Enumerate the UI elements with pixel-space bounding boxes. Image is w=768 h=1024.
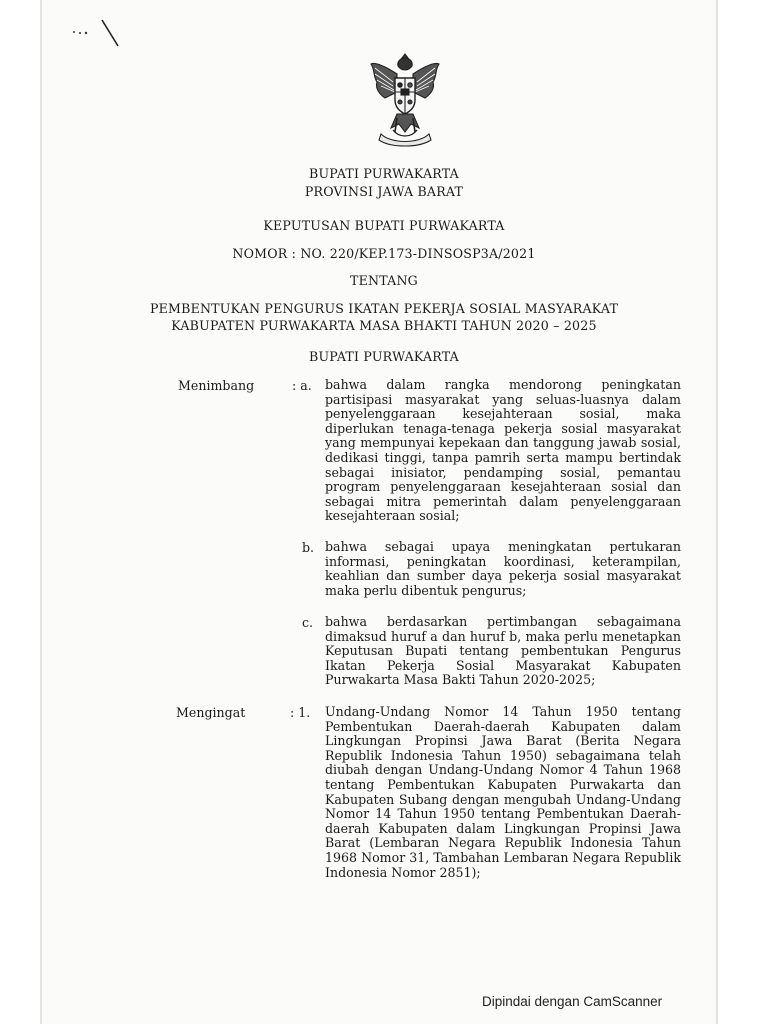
pen-mark-icon — [100, 18, 124, 52]
menimbang-item-c: bahwa berdasarkan pertimbangan sebagaimana dimaksud huruf a dan huruf b, maka perlu menetapkan Keputusan Bupati tentang pembentukan Pengurus Ikatan Pekerja Sosial Masyarakat Kabupaten Purwakarta Masa Bakti Tahun 2020-2025; — [325, 614, 681, 688]
scan-edge-right — [716, 0, 718, 1024]
decree-subject-line-2: KABUPATEN PURWAKARTA MASA BHAKTI TAHUN 2020 – 2025 — [171, 318, 597, 333]
decree-subject-line-1: PEMBENTUKAN PENGURUS IKATAN PEKERJA SOSIAL MASYARAKAT — [149, 301, 619, 316]
header-line-2: PROVINSI JAWA BARAT — [304, 184, 464, 199]
pen-dots-icon — [70, 28, 100, 38]
menimbang-marker-c: c. — [302, 615, 314, 630]
scanner-watermark: Dipindai dengan CamScanner — [482, 994, 663, 1009]
mengingat-item-1: Undang-Undang Nomor 14 Tahun 1950 tentang Pembentukan Daerah-daerah Kabupaten dalam Lingkungan Propinsi Jawa Barat (Berita Negara Republik Indonesia Tahun 1950) sebagaimana telah diubah dengan Undang-Undang Nomor 4 Tahun 1968 tentang Pembentukan Kabupaten Purwakarta dan Kabupaten Subang dengan mengubah Undang-Undang Nomor 14 Tahun 1950 tentang Pembentukan Daerah-daerah Kabupaten dalam Lingkungan Propinsi Jawa Barat (Lembaran Negara Republik Indonesia Tahun 1968 Nomor 31, Tambahan Lembaran Negara Republik Indonesia Nomor 2851); — [325, 704, 681, 880]
menimbang-item-a: bahwa dalam rangka mendorong peningkatan partisipasi masyarakat yang seluas-luasnya dalam penyelenggaraan kesejahteraan sosial, maka diperlukan tenaga-tenaga pekerja sosial masyarakat yang mempunyai kepekaan dan tanggung jawab sosial, dedikasi tinggi, tanpa pamrih serta mampu bertindak sebagai inisiator, pendamping sosial, pemantau program penyelenggaraan kesejahteraan sosial dan sebagai mitra pemerintah dalam penyelenggaraan kesejahteraan sosial; — [325, 377, 681, 524]
menimbang-marker-b: b. — [302, 540, 315, 555]
decree-about: TENTANG — [350, 273, 418, 288]
menimbang-marker-a: : a. — [292, 378, 312, 393]
menimbang-label: Menimbang — [178, 378, 255, 393]
garuda-pancasila-emblem-icon — [367, 52, 443, 148]
decree-title: KEPUTUSAN BUPATI PURWAKARTA — [263, 218, 505, 233]
mengingat-marker-1: : 1. — [290, 705, 311, 720]
decree-number: NOMOR : NO. 220/KEP.173-DINSOSP3A/2021 — [232, 246, 536, 261]
mengingat-label: Mengingat — [176, 705, 246, 720]
menimbang-item-b: bahwa sebagai upaya meningkatan pertukaran informasi, peningkatan koordinasi, keterampilan, keahlian dan sumber daya pekerja sosial masyarakat maka perlu dibentuk pengurus; — [325, 539, 681, 598]
scan-edge-left — [40, 0, 42, 1024]
decree-authority: BUPATI PURWAKARTA — [309, 349, 459, 364]
header-line-1: BUPATI PURWAKARTA — [309, 166, 459, 181]
